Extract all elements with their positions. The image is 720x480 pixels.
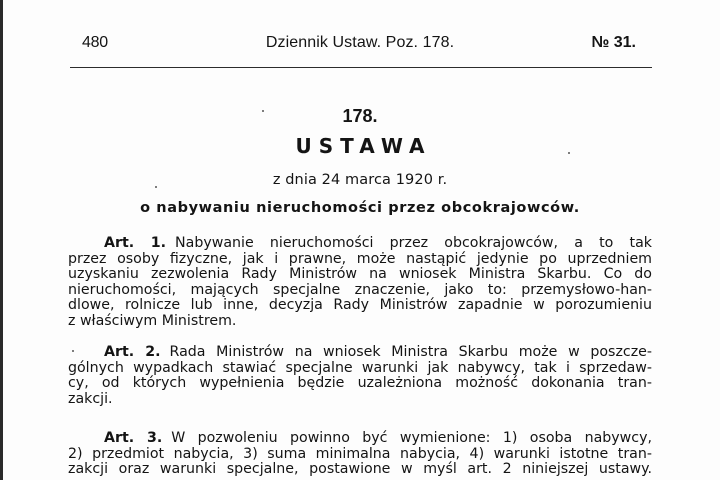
article-label: Art. 2. [104,344,161,360]
article-line: Art. 2. Rada Ministrów na wniosek Ministra Skarbu może w poszcze- [104,344,652,360]
running-head [68,34,652,58]
article-3 [68,431,652,478]
article-line: 2) przedmiot nabycia, 3) suma minimalna nabycia, 4) warunki istotne tran- [68,445,652,462]
article-label: Art. 1. [104,235,167,251]
act-subject: o nabywaniu nieruchomości przez obcokrajowców. [140,200,580,216]
article-line: nieruchomości, mających specjalne znaczenie, jako to: przemysłowo-han- [68,281,652,298]
header-rule [70,67,652,68]
article-line: gólnych wypadkach stawiać specjalne warunki jak nabywcy, tak i sprzedaw- [68,359,652,376]
article-line: z właściwym Ministrem. [68,312,237,329]
article-label: Art. 3. [104,430,163,446]
article-line: dlowe, rolnicze lub inne, decyzja Rady Ministrów zapadnie w porozumieniu [68,297,652,314]
article-line: Art. 1. Nabywanie nieruchomości przez obcokrajowców, a to tak [104,235,652,251]
article-line: cy, od których wypełnienia będzie uzależniona możność dokonania tran- [68,375,652,392]
article-line: przez osoby fizyczne, jak i prawne, może nastąpić jedynie po uprzedniem [68,250,652,267]
scan-speck [262,110,264,112]
article-line: uzyskaniu zezwolenia Rady Ministrów na wniosek Ministra Skarbu. Co do [68,266,652,283]
scan-speck [568,152,570,154]
page-number: 480 [82,34,108,51]
scan-speck [72,350,74,352]
article-line: zakcji oraz warunki specjalne, postawione w myśl art. 2 niniejszej ustawy. [68,461,652,478]
scan-speck [155,186,157,188]
act-position-number: 178. [342,106,378,126]
article-2 [68,345,652,407]
journal-title: Dziennik Ustaw. Poz. 178. [265,34,455,51]
article-line: zakcji. [68,390,113,407]
act-date: z dnia 24 marca 1920 r. [272,172,448,188]
issue-number: № 31. [591,34,636,51]
article-1 [68,236,652,330]
article-line: Art. 3. W pozwoleniu powinno być wymienione: 1) osoba nabywcy, [104,430,652,446]
act-type-heading: USTAWA [295,134,432,158]
